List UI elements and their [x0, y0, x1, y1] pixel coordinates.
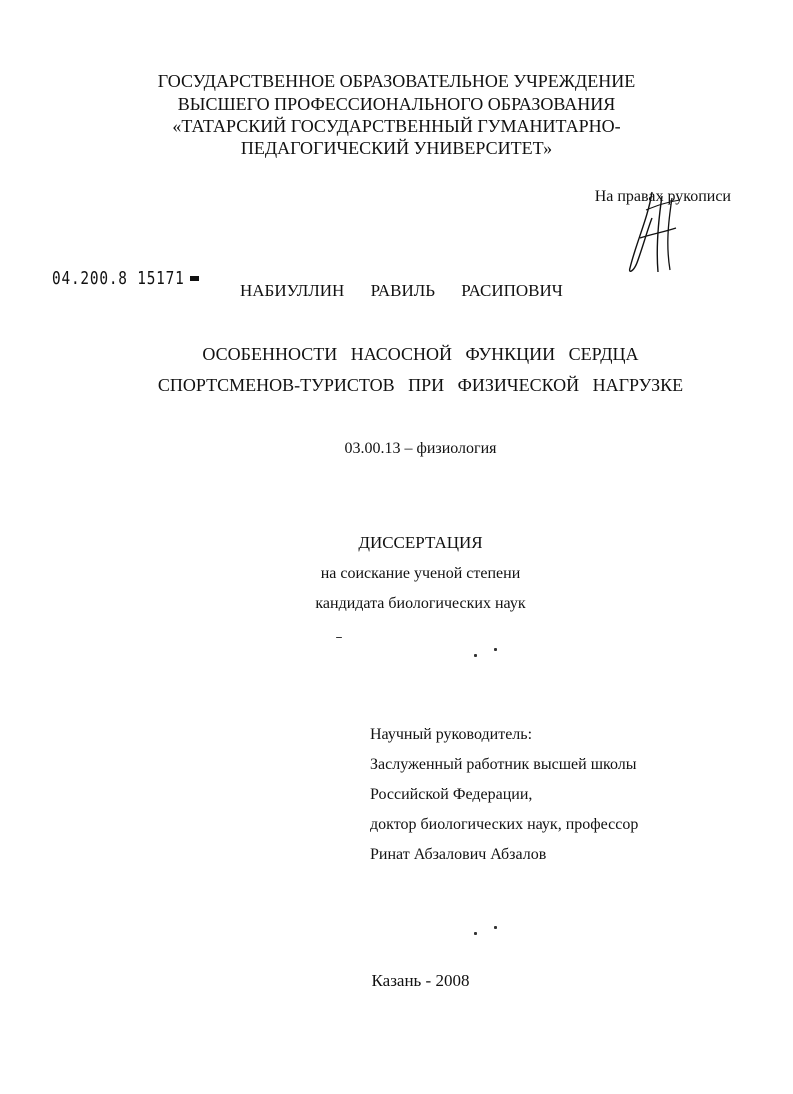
scan-speck — [336, 637, 342, 638]
signature-image — [622, 188, 686, 278]
stamp-number: 04.200.8 15171 — [52, 268, 185, 289]
title-line-1: ОСОБЕННОСТИ НАСОСНОЙ ФУНКЦИИ СЕРДЦА — [202, 344, 639, 364]
institution-line-4: ПЕДАГОГИЧЕСКИЙ УНИВЕРСИТЕТ» — [240, 138, 553, 158]
document-type: ДИССЕРТАЦИЯ — [358, 533, 483, 552]
supervisor-name: Ринат Абзалович Абзалов — [370, 846, 547, 863]
supervisor-title-2: Российской Федерации, — [370, 786, 533, 803]
institution-line-3: «ТАТАРСКИЙ ГОСУДАРСТВЕННЫЙ ГУМАНИТАРНО- — [172, 116, 621, 136]
title-line-2: СПОРТСМЕНОВ-ТУРИСТОВ ПРИ ФИЗИЧЕСКОЙ НАГРУЗКЕ — [157, 375, 684, 395]
institution-line-1: ГОСУДАРСТВЕННОЕ ОБРАЗОВАТЕЛЬНОЕ УЧРЕЖДЕНИЕ — [157, 71, 636, 91]
scan-speck — [494, 648, 497, 651]
supervisor-block — [370, 720, 638, 870]
degree-line-2: кандидата биологических наук — [315, 595, 526, 612]
city-year: Казань - 2008 — [371, 971, 470, 990]
author-name: НАБИУЛЛИН РАВИЛЬ РАСИПОВИЧ — [240, 281, 563, 300]
scan-speck — [474, 932, 477, 935]
rights-note: На правах рукописи — [594, 188, 731, 205]
scan-speck — [494, 926, 497, 929]
specialty-code: 03.00.13 – физиология — [344, 440, 497, 457]
supervisor-label: Научный руководитель: — [370, 726, 533, 743]
degree-line-1: на соискание ученой степени — [320, 565, 521, 582]
supervisor-title-1: Заслуженный работник высшей школы — [370, 756, 637, 773]
supervisor-title-3: доктор биологических наук, профессор — [370, 816, 639, 833]
stamp-mark — [190, 276, 199, 281]
scan-speck — [474, 654, 477, 657]
institution-line-2: ВЫСШЕГО ПРОФЕССИОНАЛЬНОГО ОБРАЗОВАНИЯ — [177, 94, 616, 114]
